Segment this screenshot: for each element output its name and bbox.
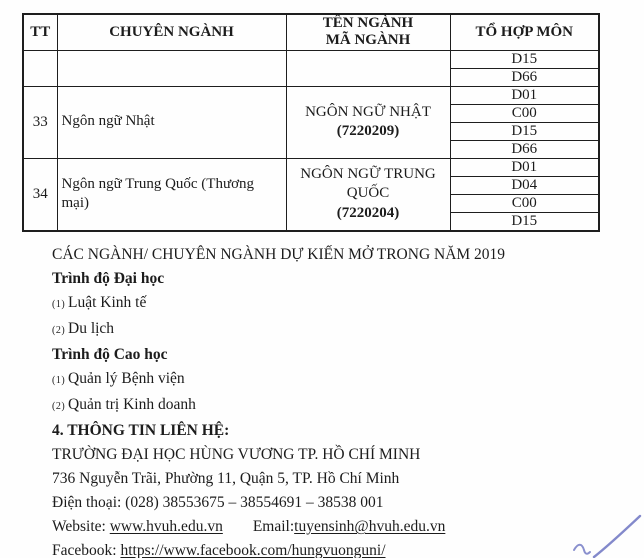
cell-tt: 34 [23,158,57,231]
email-link[interactable]: tuyensinh@hvuh.edu.vn [294,518,446,535]
facebook-label: Facebook: [52,542,121,558]
planned-majors-title: CÁC NGÀNH/ CHUYÊN NGÀNH DỰ KIẾN MỞ TRONG NĂM 2019 [52,246,506,263]
column-header-name-code [286,14,450,50]
item-label: Du lịch [68,320,115,337]
list-item [52,317,630,343]
item-number: (2) [52,325,66,336]
list-item [52,367,630,393]
item-label: Luật Kinh tế [68,294,147,311]
item-label: Quản trị Kinh doanh [68,396,196,413]
undergrad-heading: Trình độ Đại học [52,270,165,287]
item-number: (2) [52,401,66,412]
major-name: NGÔN NGỮ TRUNG QUỐC [300,165,436,202]
cell-subject: D01 [450,158,599,176]
cell-major: Ngôn ngữ Nhật [57,86,286,158]
facebook-link[interactable]: https://www.facebook.com/hungvuonguni/ [120,542,386,558]
cell-name-code [286,158,450,231]
phone-line: Điện thoại: (028) 38553675 – 38554691 – 38538 001 [52,494,384,511]
list-item [52,393,630,419]
major-code: (7220209) [336,123,400,139]
cell-subject: C00 [450,104,599,122]
cell-tt-empty [23,50,57,86]
column-header-tt: TT [23,14,57,50]
cell-name-empty [286,50,450,86]
cell-name-code [286,86,450,158]
address-line: 736 Nguyễn Trãi, Phường 11, Quận 5, TP. Hồ Chí Minh [52,470,400,487]
email-label: Email: [252,518,295,535]
graduate-heading: Trình độ Cao học [52,346,168,363]
cell-subject: C00 [450,194,599,212]
list-item [52,291,630,317]
cell-subject: D66 [450,68,599,86]
university-name: TRƯỜNG ĐẠI HỌC HÙNG VƯƠNG TP. HỒ CHÍ MINH [52,446,421,463]
table-header-row [23,14,599,50]
column-header-combo: TỔ HỢP MÔN [450,14,599,50]
header-name-line1: TÊN NGÀNH [322,15,414,31]
cell-subject: D66 [450,140,599,158]
column-header-major: CHUYÊN NGÀNH [57,14,286,50]
pen-signature-stroke [566,508,644,558]
cell-subject: D15 [450,50,599,68]
contact-heading: 4. THÔNG TIN LIÊN HỆ: [52,422,230,439]
item-label: Quản lý Bệnh viện [68,370,185,387]
website-link[interactable]: www.hvuh.edu.vn [109,518,223,535]
major-name: NGÔN NGỮ NHẬT [305,103,431,120]
cell-subject: D01 [450,86,599,104]
cell-major: Ngôn ngữ Trung Quốc (Thương mại) [57,158,286,231]
admissions-table [22,13,600,232]
cell-tt: 33 [23,86,57,158]
document-text-block [52,243,630,558]
table-row [23,86,599,104]
website-email-line [52,515,630,539]
table-row [23,158,599,176]
item-number: (1) [52,375,66,386]
item-number: (1) [52,299,66,310]
website-label: Website: [52,518,110,535]
header-name-line2: MÃ NGÀNH [325,32,411,49]
major-code: (7220204) [336,204,400,221]
cell-subject: D15 [450,212,599,231]
cell-subject: D15 [450,122,599,140]
cell-major-empty [57,50,286,86]
table-row [23,50,599,68]
cell-subject: D04 [450,176,599,194]
facebook-line [52,539,630,558]
